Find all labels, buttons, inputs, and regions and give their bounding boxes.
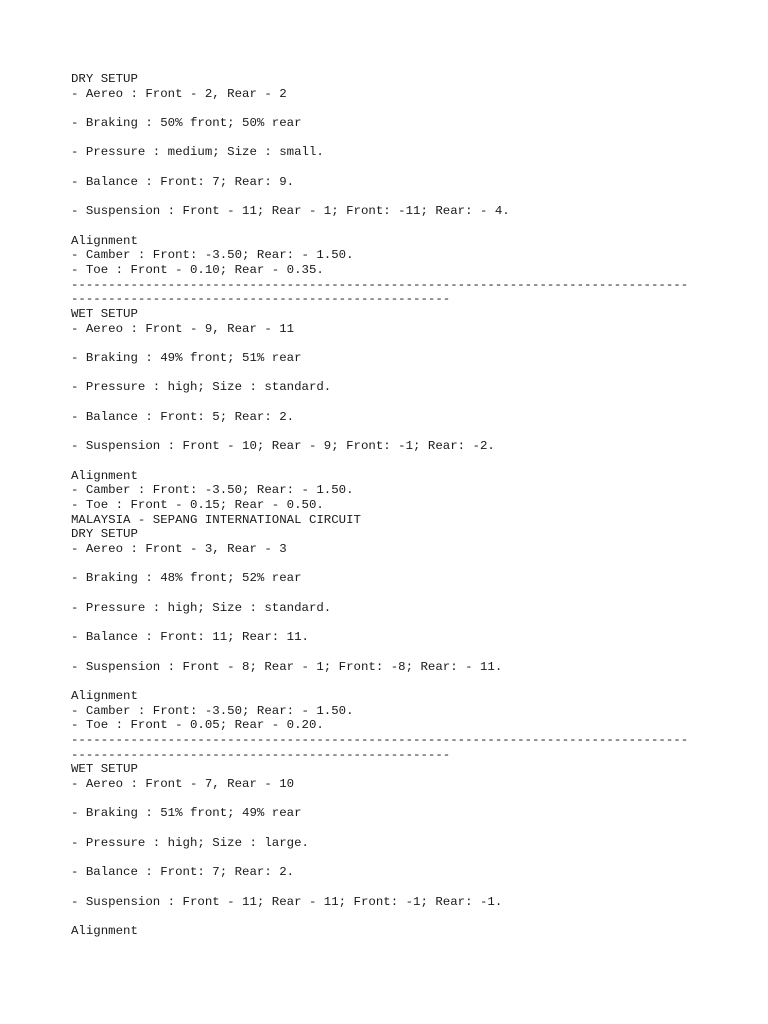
blank-line <box>71 880 751 895</box>
text-line: - Pressure : high; Size : standard. <box>71 600 332 615</box>
separator-line: --------------------------------------------------- <box>71 292 451 307</box>
separator-line: ----------------------------------------------------------------------------------- <box>71 732 689 747</box>
blank-line <box>71 909 751 924</box>
blank-line <box>71 366 751 381</box>
text-line: - Camber : Front: -3.50; Rear: - 1.50. <box>71 483 354 498</box>
text-line: - Braking : 48% front; 52% rear <box>71 571 302 586</box>
document-page <box>71 72 751 939</box>
blank-line <box>71 586 751 601</box>
blank-line <box>71 645 751 660</box>
separator-line: ----------------------------------------------------------------------------------- <box>71 277 689 292</box>
text-line: - Toe : Front - 0.10; Rear - 0.35. <box>71 262 324 277</box>
text-line: - Balance : Front: 7; Rear: 2. <box>71 865 295 880</box>
blank-line <box>71 557 751 572</box>
text-line: WET SETUP <box>71 307 138 321</box>
text-line: - Toe : Front - 0.15; Rear - 0.50. <box>71 497 324 512</box>
blank-line <box>71 336 751 351</box>
text-line: - Aereo : Front - 3, Rear - 3 <box>71 542 287 556</box>
text-line: WET SETUP <box>71 762 138 777</box>
text-line: - Aereo : Front - 9, Rear - 11 <box>71 321 295 336</box>
blank-line <box>71 101 751 116</box>
text-line: - Aereo : Front - 7, Rear - 10 <box>71 777 295 791</box>
text-line: - Camber : Front: -3.50; Rear: - 1.50. <box>71 248 354 263</box>
blank-line <box>71 615 751 630</box>
blank-line <box>71 850 751 865</box>
text-line: Alignment <box>71 923 138 938</box>
text-line: - Suspension : Front - 10; Rear - 9; Front: -1; Rear: -2. <box>71 439 495 454</box>
text-line: - Toe : Front - 0.05; Rear - 0.20. <box>71 718 324 733</box>
blank-line <box>71 454 751 469</box>
blank-line <box>71 395 751 410</box>
text-line: Alignment <box>71 468 138 483</box>
text-line: - Balance : Front: 5; Rear: 2. <box>71 409 295 424</box>
text-line: - Braking : 51% front; 49% rear <box>71 806 302 821</box>
separator-line: --------------------------------------------------- <box>71 747 451 762</box>
blank-line <box>71 792 751 807</box>
text-line: - Balance : Front: 7; Rear: 9. <box>71 174 295 189</box>
text-line: Alignment <box>71 233 138 248</box>
text-line: - Pressure : high; Size : large. <box>71 835 309 850</box>
text-line: DRY SETUP <box>71 527 138 542</box>
blank-line <box>71 190 751 205</box>
text-line: - Braking : 50% front; 50% rear <box>71 116 302 131</box>
blank-line <box>71 674 751 689</box>
text-line: - Camber : Front: -3.50; Rear: - 1.50. <box>71 703 354 718</box>
text-line: Alignment <box>71 688 138 703</box>
text-line: - Suspension : Front - 11; Rear - 11; Front: -1; Rear: -1. <box>71 894 503 909</box>
text-line: - Balance : Front: 11; Rear: 11. <box>71 630 309 645</box>
text-line: - Suspension : Front - 11; Rear - 1; Front: -11; Rear: - 4. <box>71 204 510 219</box>
blank-line <box>71 821 751 836</box>
blank-line <box>71 425 751 440</box>
text-line: DRY SETUP <box>71 72 138 86</box>
text-line: - Pressure : medium; Size : small. <box>71 145 324 160</box>
text-line: - Suspension : Front - 8; Rear - 1; Front: -8; Rear: - 11. <box>71 659 503 674</box>
text-line: - Aereo : Front - 2, Rear - 2 <box>71 86 287 101</box>
blank-line <box>71 160 751 175</box>
text-line: MALAYSIA - SEPANG INTERNATIONAL CIRCUIT <box>71 512 361 527</box>
blank-line <box>71 131 751 146</box>
blank-line <box>71 219 751 234</box>
text-line: - Braking : 49% front; 51% rear <box>71 351 302 366</box>
text-line: - Pressure : high; Size : standard. <box>71 380 332 395</box>
